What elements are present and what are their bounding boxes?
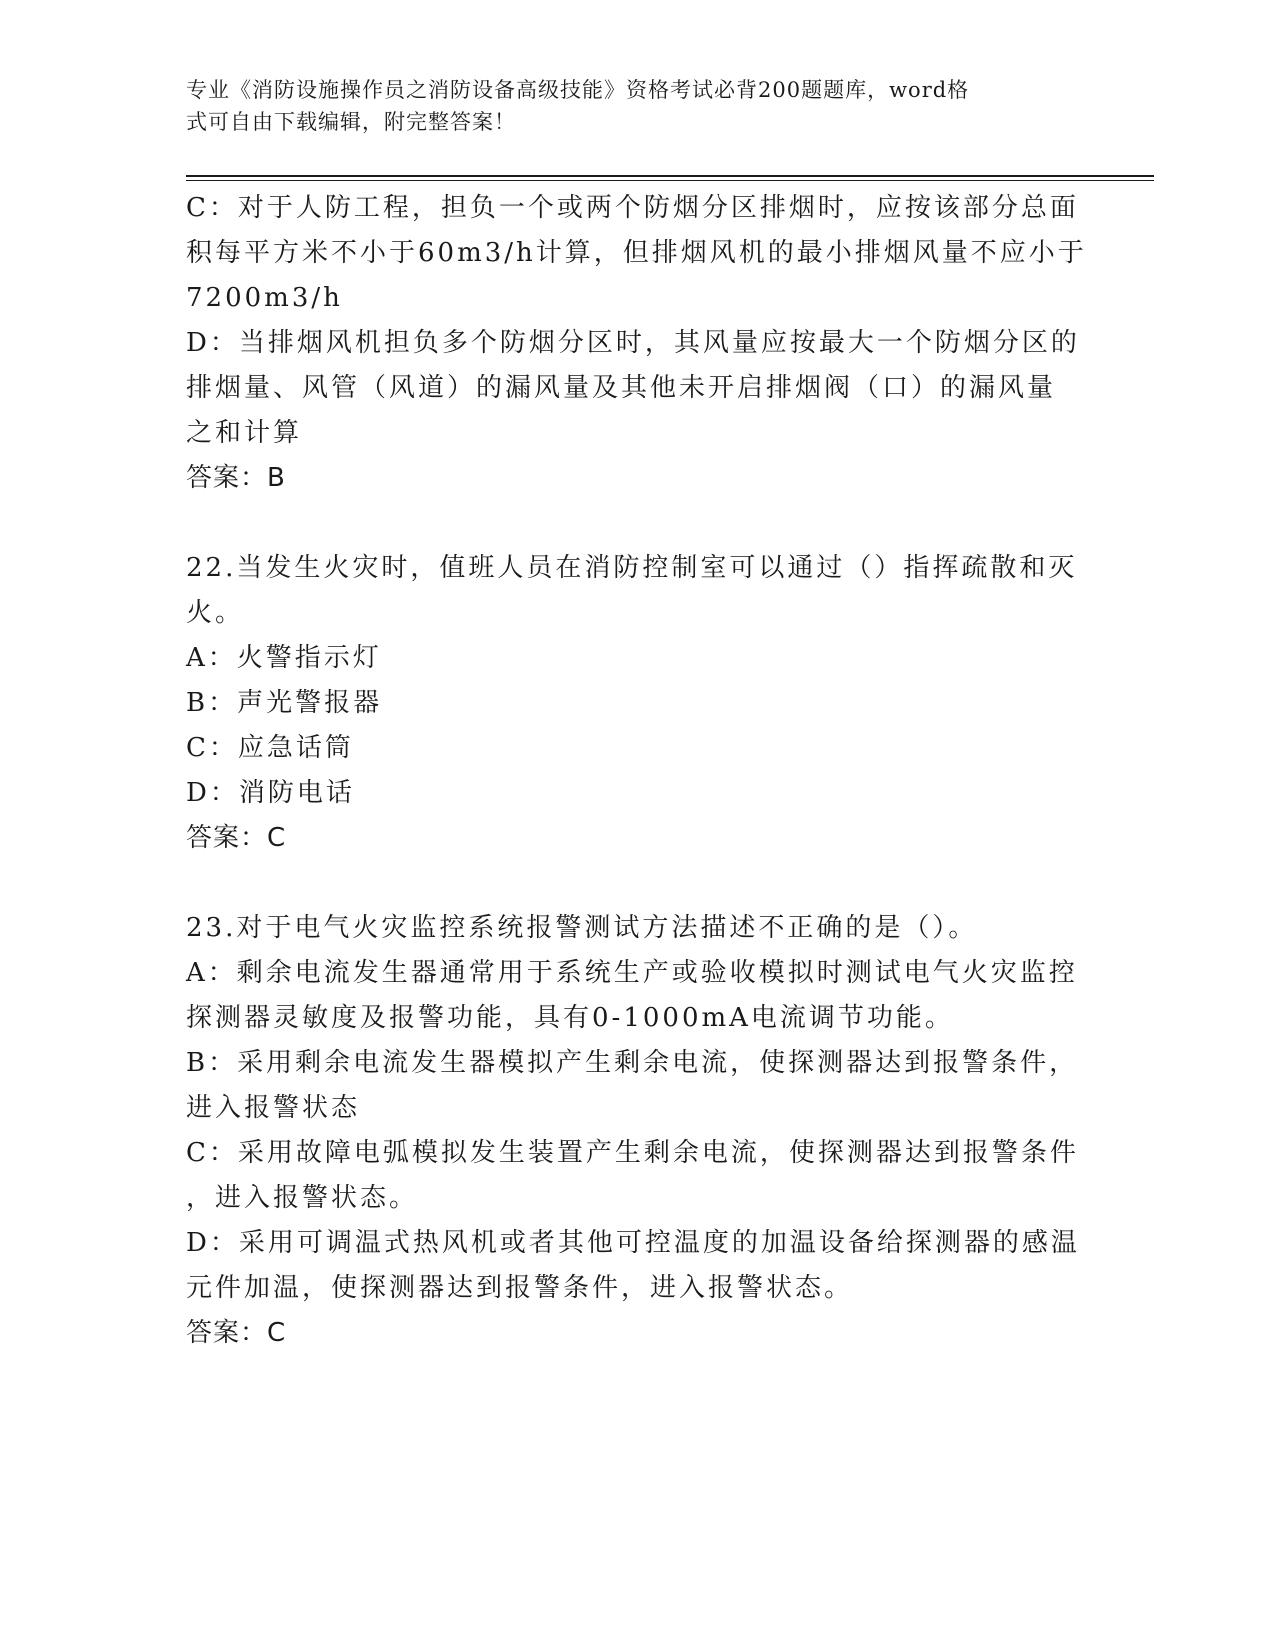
document-body bbox=[186, 186, 1086, 1356]
q23-option-d-line-2: 元件加温，使探测器达到报警条件，进入报警状态。 bbox=[186, 1273, 854, 1303]
q22-stem-line-2: 火。 bbox=[186, 598, 245, 628]
q23-stem: 23.对于电气火灾监控系统报警测试方法描述不正确的是（）。 bbox=[186, 913, 978, 943]
q23-option-d-line-1: D：采用可调温式热风机或者其他可控温度的加温设备给探测器的感温 bbox=[186, 1228, 1080, 1258]
q23-option-b-line-1: B：采用剩余电流发生器模拟产生剩余电流，使探测器达到报警条件， bbox=[186, 1048, 1079, 1078]
q21-option-c bbox=[186, 186, 1086, 321]
header-line-1: 专业《消防设施操作员之消防设备高级技能》资格考试必背200题题库，word格 bbox=[186, 78, 970, 102]
q23-answer: 答案：C bbox=[186, 1318, 287, 1348]
q23-option-c-line-1: C：采用故障电弧模拟发生装置产生剩余电流，使探测器达到报警条件 bbox=[186, 1138, 1079, 1168]
q21-option-d-line-1: D：当排烟风机担负多个防烟分区时，其风量应按最大一个防烟分区的 bbox=[186, 328, 1080, 358]
q23-option-a-line-2: 探测器灵敏度及报警功能，具有0-1000mA电流调节功能。 bbox=[186, 1003, 954, 1033]
q21-option-c-line-1: C：对于人防工程，担负一个或两个防烟分区排烟时，应按该部分总面 bbox=[186, 193, 1079, 223]
q21-option-d-line-2: 排烟量、风管（风道）的漏风量及其他未开启排烟阀（口）的漏风量 bbox=[186, 373, 1057, 403]
q22-option-a: A：火警指示灯 bbox=[186, 643, 382, 673]
q21-option-d bbox=[186, 321, 1086, 456]
q21-option-c-line-2: 积每平方米不小于60m3/h计算，但排烟风机的最小排烟风量不应小于 bbox=[186, 238, 1087, 268]
q23-option-c-line-2: ，进入报警状态。 bbox=[186, 1183, 419, 1213]
spacer bbox=[186, 861, 1086, 906]
q21-option-d-line-3: 之和计算 bbox=[186, 418, 303, 448]
q23-option-a-line-1: A：剩余电流发生器通常用于系统生产或验收模拟时测试电气火灾监控 bbox=[186, 958, 1078, 988]
spacer bbox=[186, 501, 1086, 546]
header-line-2: 式可自由下载编辑，附完整答案！ bbox=[186, 110, 516, 134]
question-23 bbox=[186, 906, 1086, 1356]
q22-stem-line-1: 22.当发生火灾时，值班人员在消防控制室可以通过（）指挥疏散和灭 bbox=[186, 553, 1078, 583]
question-21-tail bbox=[186, 186, 1086, 501]
header-divider-thin bbox=[186, 180, 1154, 181]
q22-option-c: C：应急话筒 bbox=[186, 733, 354, 763]
q22-answer: 答案：C bbox=[186, 823, 287, 853]
q21-option-c-line-3: 7200m3/h bbox=[186, 283, 343, 313]
question-22 bbox=[186, 546, 1086, 861]
q22-option-d: D：消防电话 bbox=[186, 778, 355, 808]
q23-option-b-line-2: 进入报警状态 bbox=[186, 1093, 361, 1123]
header-divider-thick bbox=[186, 175, 1154, 177]
q21-answer: 答案：B bbox=[186, 463, 286, 493]
document-header bbox=[186, 74, 1066, 138]
q22-option-b: B：声光警报器 bbox=[186, 688, 383, 718]
